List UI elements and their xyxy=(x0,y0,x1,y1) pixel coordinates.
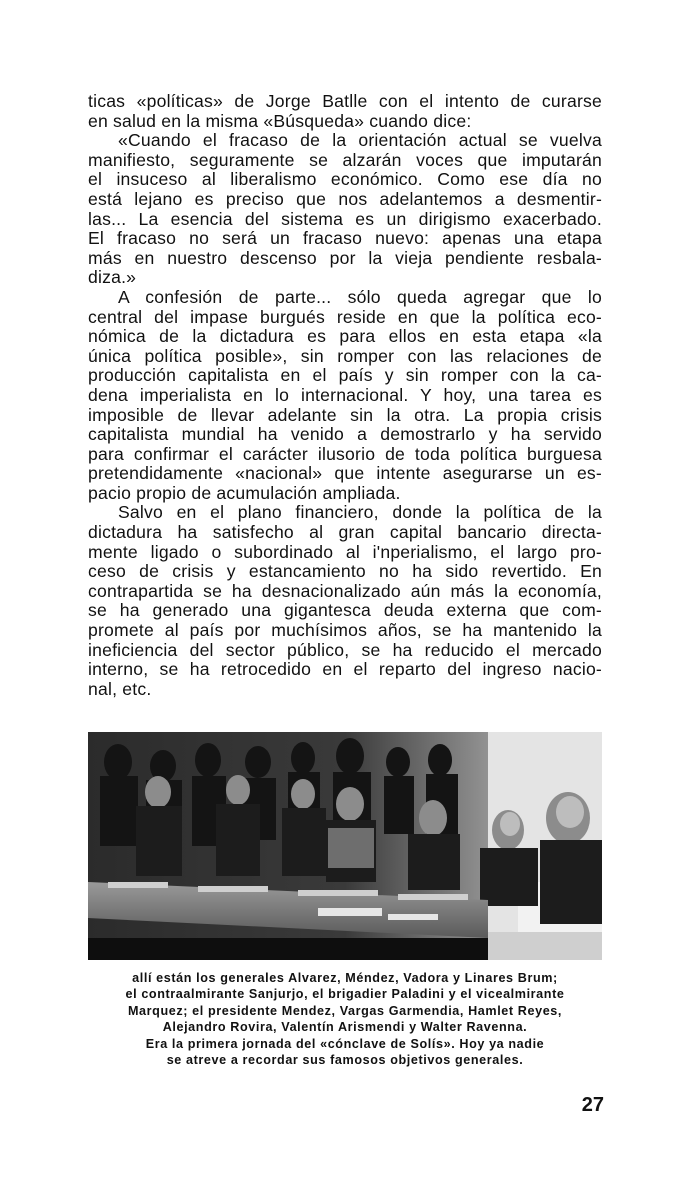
caption-line: Marquez; el presidente Mendez, Vargas Garmendia, Hamlet Reyes, xyxy=(127,1003,563,1018)
text-line: capitalista mundial ha venido a demostrarlo y ha servido xyxy=(88,424,602,445)
photo-officials-meeting xyxy=(88,732,602,960)
text-line: producción capitalista en el país y sin romper con la ca- xyxy=(88,365,602,386)
paragraph-2 xyxy=(88,131,602,288)
caption-line: Alejandro Rovira, Valentín Arismendi y Walter Ravenna. xyxy=(162,1020,528,1035)
text-line: más en nuestro descenso por la vieja pendiente resbala- xyxy=(88,247,602,268)
text-line: nal, etc. xyxy=(88,678,152,699)
text-line: dena imperialista en lo internacional. Y hoy, una tarea es xyxy=(88,384,602,405)
text-line: ceso de crisis y estancamiento no ha sido revertido. En xyxy=(88,561,602,582)
text-line: pretendidamente «nacional» que intente asegurarse un es- xyxy=(88,463,602,484)
text-line: única política posible», sin romper con las relaciones de xyxy=(88,345,602,366)
text-line: interno, se ha retrocedido en el reparto del ingreso nacio- xyxy=(88,659,602,680)
text-line: las... La esencia del sistema es un dirigismo exacerbado. xyxy=(88,208,602,229)
photo-image xyxy=(88,732,602,960)
text-line: «Cuando el fracaso de la orientación actual se vuelva xyxy=(118,130,602,151)
text-line: manifiesto, seguramente se alzarán voces que imputarán xyxy=(88,149,602,170)
text-line: el insuceso al liberalismo económico. Como ese día no xyxy=(88,169,602,190)
text-line: ineficiencia del sector público, se ha reducido el mercado xyxy=(88,639,602,660)
paragraph-4 xyxy=(88,503,602,699)
text-line: El fracaso no será un fracaso nuevo: apenas una etapa xyxy=(88,228,602,249)
text-line: Salvo en el plano financiero, donde la política de la xyxy=(118,502,602,523)
text-line: se ha generado una gigantesca deuda externa que com- xyxy=(88,600,602,621)
text-line: en salud en la misma «Búsqueda» cuando dice: xyxy=(88,110,472,131)
text-line: para confirmar el carácter ilusorio de toda política burguesa xyxy=(88,443,602,464)
text-line: diza.» xyxy=(88,267,137,288)
text-line: dictadura ha satisfecho al gran capital bancario directa- xyxy=(88,522,602,543)
caption-line: Era la primera jornada del «cónclave de Solís». Hoy ya nadie xyxy=(145,1036,545,1051)
text-line: mente ligado o subordinado al i'nperialismo, el largo pro- xyxy=(88,541,602,562)
text-line: contrapartida se ha desnacionalizado aún más la economía, xyxy=(88,580,602,601)
text-line: promete al país por muchísimos años, se ha mantenido la xyxy=(88,620,602,641)
text-line: A confesión de parte... sólo queda agregar que lo xyxy=(118,286,602,307)
photo-caption xyxy=(88,970,602,1068)
caption-line: el contraalmirante Sanjurjo, el brigadier Paladini y el vicealmirante xyxy=(125,987,565,1002)
text-line: está lejano es preciso que nos adelantemos a desmentir- xyxy=(88,188,602,209)
body-text xyxy=(88,92,602,699)
paragraph-1 xyxy=(88,92,602,131)
paragraph-3 xyxy=(88,288,602,504)
page-number: 27 xyxy=(581,1094,604,1116)
text-line: central del impase burgués reside en que la política eco- xyxy=(88,306,602,327)
caption-line: se atreve a recordar sus famosos objetivos generales. xyxy=(166,1053,524,1068)
text-line: imposible de llevar adelante sin la otra. La propia crisis xyxy=(88,404,602,425)
text-line: pacio propio de acumulación ampliada. xyxy=(88,482,401,503)
text-line: nómica de la dictadura es para ellos en esta etapa «la xyxy=(88,326,602,347)
text-line: ticas «políticas» de Jorge Batlle con el intento de curarse xyxy=(88,91,602,111)
caption-line: allí están los generales Alvarez, Méndez, Vadora y Linares Brum; xyxy=(132,971,558,985)
